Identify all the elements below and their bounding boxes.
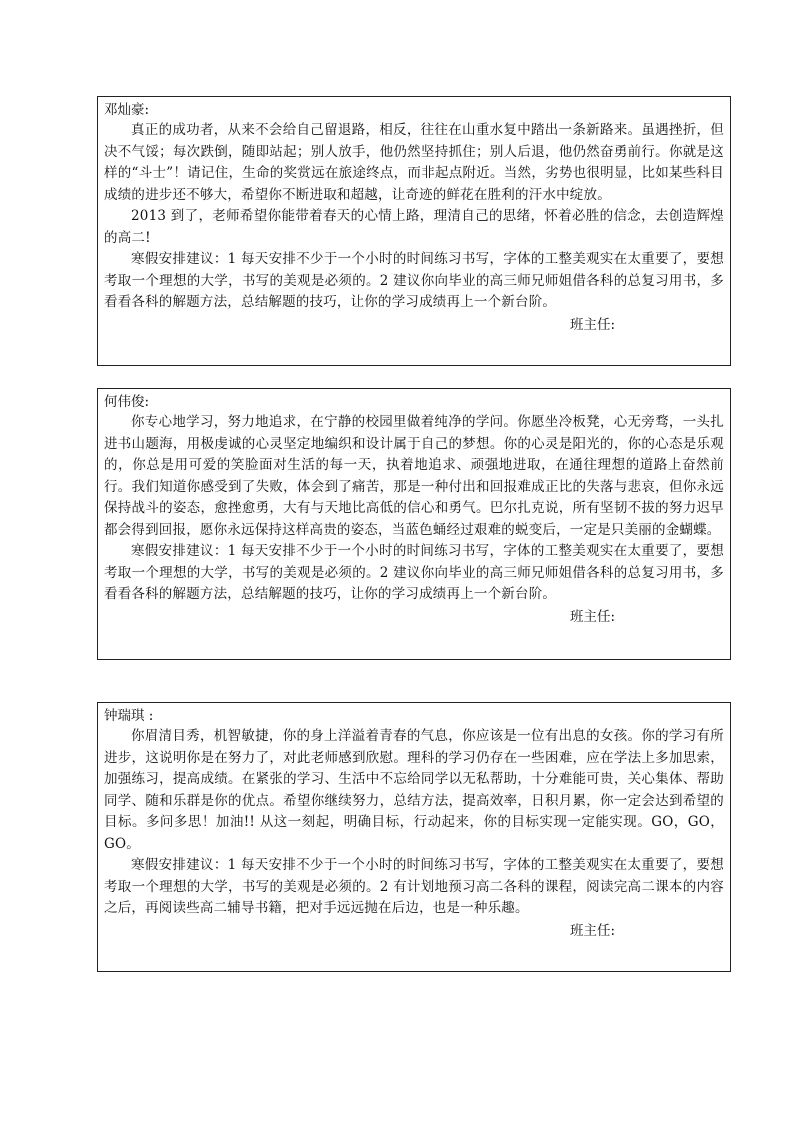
winter-break-suggestions: 寒假安排建议：1 每天安排不少于一个小时的时间练习书写，字体的工整美观实在太重要了，要想考取一个理想的大学，书写的美观是必须的。2 建议你向毕业的高三师兄师姐借各科的总复习用书，多看看各科的解题方法，总结解题的技巧，让你的学习成绩再上一个新台阶。 bbox=[104, 251, 724, 310]
comment-card-he-weijun bbox=[97, 388, 731, 660]
student-name: 邓灿豪: bbox=[104, 102, 150, 118]
student-name: 钟瑞琪 : bbox=[104, 708, 154, 724]
comment-card-deng-canhao bbox=[97, 96, 731, 366]
comment-paragraph: 你专心地学习，努力地追求，在宁静的校园里做着纯净的学问。你愿坐冷板凳，心无旁骛，一头扎进书山题海，用极虔诚的心灵坚定地编织和设计属于自己的梦想。你的心灵是阳光的，你的心态是乐观的，你总是用可爱的笑脸面对生活的每一天，执着地追求、顽强地进取，在通往理想的道路上奋然前行。我们知道你感受到了失败，体会到了痛苦，那是一种付出和回报难成正比的失落与悲哀，但你永远保持战斗的姿态，愈挫愈勇，大有与天地比高低的信心和勇气。巴尔扎克说，所有坚韧不拔的努力迟早都会得到回报，愿你永远保持这样高贵的姿态，当蓝色蛹经过艰难的蜕变后，一定是只美丽的金蝴蝶。 bbox=[104, 414, 724, 538]
comment-card-zhong-ruiqi bbox=[97, 702, 731, 972]
comment-paragraph: 2013 到了，老师希望你能带着春天的心情上路，理清自己的思绪，怀着必胜的信念，去创造辉煌的高二! bbox=[104, 208, 724, 246]
teacher-signature-label: 班主任: bbox=[570, 316, 616, 333]
comment-paragraph: 你眉清目秀，机智敏捷，你的身上洋溢着青春的气息，你应该是一位有出息的女孩。你的学习有所进步，这说明你是在努力了，对此老师感到欣慰。理科的学习仍存在一些困难，应在学法上多加思索，加强练习，提高成绩。在紧张的学习、生活中不忘给同学以无私帮助，十分难能可贵，关心集体、帮助同学、随和乐群是你的优点。希望你继续努力，总结方法，提高效率，日积月累，你一定会达到希望的目标。多问多思！加油!! 从这一刻起，明确目标，行动起来，你的目标实现一定能实现。GO，GO，GO。 bbox=[104, 728, 724, 852]
teacher-signature-label: 班主任: bbox=[570, 608, 616, 625]
teacher-signature-label: 班主任: bbox=[570, 922, 616, 939]
student-name: 何伟俊: bbox=[104, 394, 150, 410]
winter-break-suggestions: 寒假安排建议：1 每天安排不少于一个小时的时间练习书写，字体的工整美观实在太重要了，要想考取一个理想的大学，书写的美观是必须的。2 有计划地预习高二各科的课程，阅读完高二课本的内容之后，再阅读些高二辅导书籍，把对手远远抛在后边，也是一种乐趣。 bbox=[104, 857, 724, 916]
comment-paragraph: 真正的成功者，从来不会给自己留退路，相反，往往在山重水复中踏出一条新路来。虽遇挫折，但决不气馁；每次跌倒，随即站起；别人放手，他仍然坚持抓住；别人后退，他仍然奋勇前行。你就是这样的“斗士”！请记住，生命的奖赏远在旅途终点，而非起点附近。当然，劣势也很明显，比如某些科目成绩的进步还不够大，希望你不断进取和超越，让奇迹的鲜花在胜利的汗水中绽放。 bbox=[104, 122, 724, 203]
winter-break-suggestions: 寒假安排建议：1 每天安排不少于一个小时的时间练习书写，字体的工整美观实在太重要了，要想考取一个理想的大学，书写的美观是必须的。2 建议你向毕业的高三师兄师姐借各科的总复习用书，多看看各科的解题方法，总结解题的技巧，让你的学习成绩再上一个新台阶。 bbox=[104, 543, 724, 602]
